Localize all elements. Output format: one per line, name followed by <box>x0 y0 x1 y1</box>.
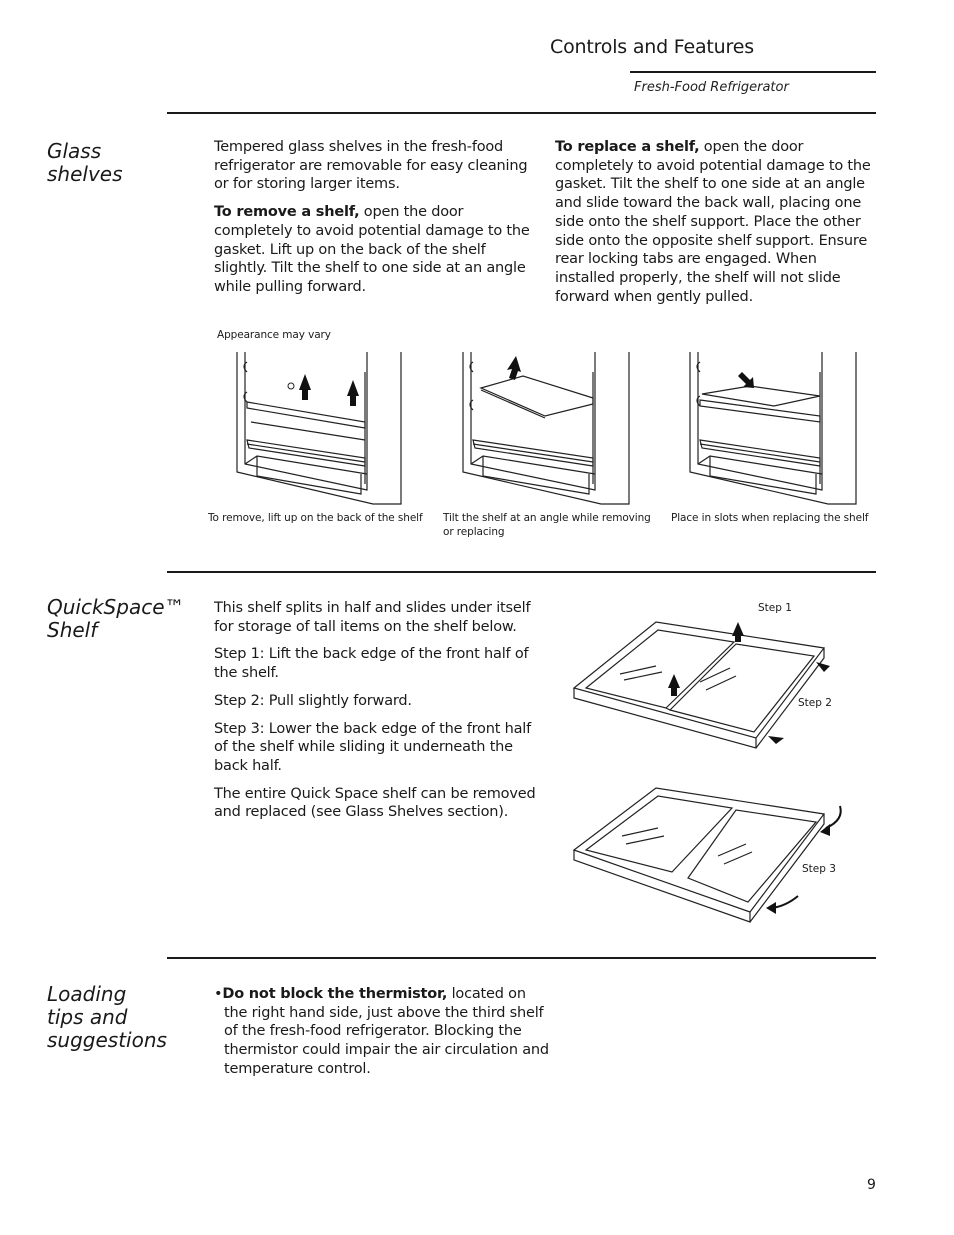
section-title-line: tips and <box>47 1005 128 1029</box>
thermistor-text: located on the right hand side, just above the third shelf of the fresh-food refrigerator. Blocking the thermistor could impair the air circulation and temperature control. <box>224 986 549 1077</box>
thermistor-heading: Do not block the thermistor, <box>222 986 448 1002</box>
page-header-title: Controls and Features <box>550 36 754 58</box>
step-2-label: Step 2 <box>798 697 832 709</box>
quickspace-step-2: Step 2: Pull slightly forward. <box>214 692 412 709</box>
remove-shelf-heading: To remove a shelf, <box>214 204 360 221</box>
step-1-label: Step 1 <box>758 602 792 614</box>
glass-intro-paragraph: Tempered glass shelves in the fresh-food refrigerator are removable for easy cleaning or for storing larger items. <box>214 139 528 193</box>
quickspace-step-1: Step 1: Lift the back edge of the front half of the shelf. <box>214 646 529 682</box>
glass-left-column <box>214 138 539 306</box>
section-divider-loading <box>167 957 876 959</box>
loading-bullet-item <box>214 985 549 1079</box>
appearance-note: Appearance may vary <box>217 329 331 341</box>
figure-replace-shelf <box>688 352 860 508</box>
glass-replace-paragraph <box>555 138 873 306</box>
caption-remove: To remove, lift up on the back of the shelf <box>208 512 423 524</box>
figure-tilt-shelf <box>461 352 633 508</box>
section-title-quickspace <box>47 596 185 642</box>
glass-right-column <box>555 138 873 315</box>
quickspace-step-3: Step 3: Lower the back edge of the front half of the shelf while sliding it underneath the back half. <box>214 720 532 774</box>
section-title-line: shelves <box>47 162 123 186</box>
replace-shelf-heading: To replace a shelf, <box>555 139 700 155</box>
section-divider-quickspace <box>167 571 876 573</box>
caption-tilt: Tilt the shelf at an angle while removing or replacing <box>443 512 651 538</box>
section-title-glass-shelves <box>47 140 123 186</box>
section-divider-glass <box>167 112 876 114</box>
page-number: 9 <box>867 1177 876 1193</box>
quickspace-shelf-illustration <box>560 596 860 930</box>
fridge-remove-illustration <box>233 352 405 508</box>
bullet-marker: • <box>214 986 223 1002</box>
figure-quickspace-steps <box>560 596 860 930</box>
caption-replace: Place in slots when replacing the shelf <box>671 512 869 524</box>
fridge-replace-illustration <box>688 352 860 508</box>
section-title-line: Loading <box>47 982 127 1006</box>
header-divider <box>630 71 876 73</box>
replace-shelf-text: open the door completely to avoid potential damage to the gasket. Tilt the shelf to one side at an angle and slide toward the back wall, placing one side onto the shelf support. Place the other side onto the opposite shelf support. Ensure rear locking tabs are engaged. When installed properly, the shelf will not slide forward when gently pulled. <box>555 139 871 305</box>
figure-remove-shelf <box>233 352 405 508</box>
quickspace-text-column <box>214 599 539 831</box>
section-title-line: Shelf <box>47 618 98 642</box>
remove-shelf-text: open the door completely to avoid potential damage to the gasket. Lift up on the back of the shelf slightly. Tilt the shelf to one side at an angle while pulling forward. <box>214 204 530 295</box>
step-3-label: Step 3 <box>802 863 836 875</box>
page-header-subtitle: Fresh-Food Refrigerator <box>634 80 789 95</box>
section-title-loading-tips <box>47 983 167 1052</box>
section-title-line: suggestions <box>47 1028 167 1052</box>
section-title-line: QuickSpace™ <box>47 595 185 619</box>
section-title-line: Glass <box>47 139 102 163</box>
fridge-tilt-illustration <box>461 352 633 508</box>
quickspace-note: The entire Quick Space shelf can be removed and replaced (see Glass Shelves section). <box>214 785 536 821</box>
glass-remove-paragraph <box>214 203 539 297</box>
quickspace-intro: This shelf splits in half and slides under itself for storage of tall items on the shelf below. <box>214 600 531 635</box>
